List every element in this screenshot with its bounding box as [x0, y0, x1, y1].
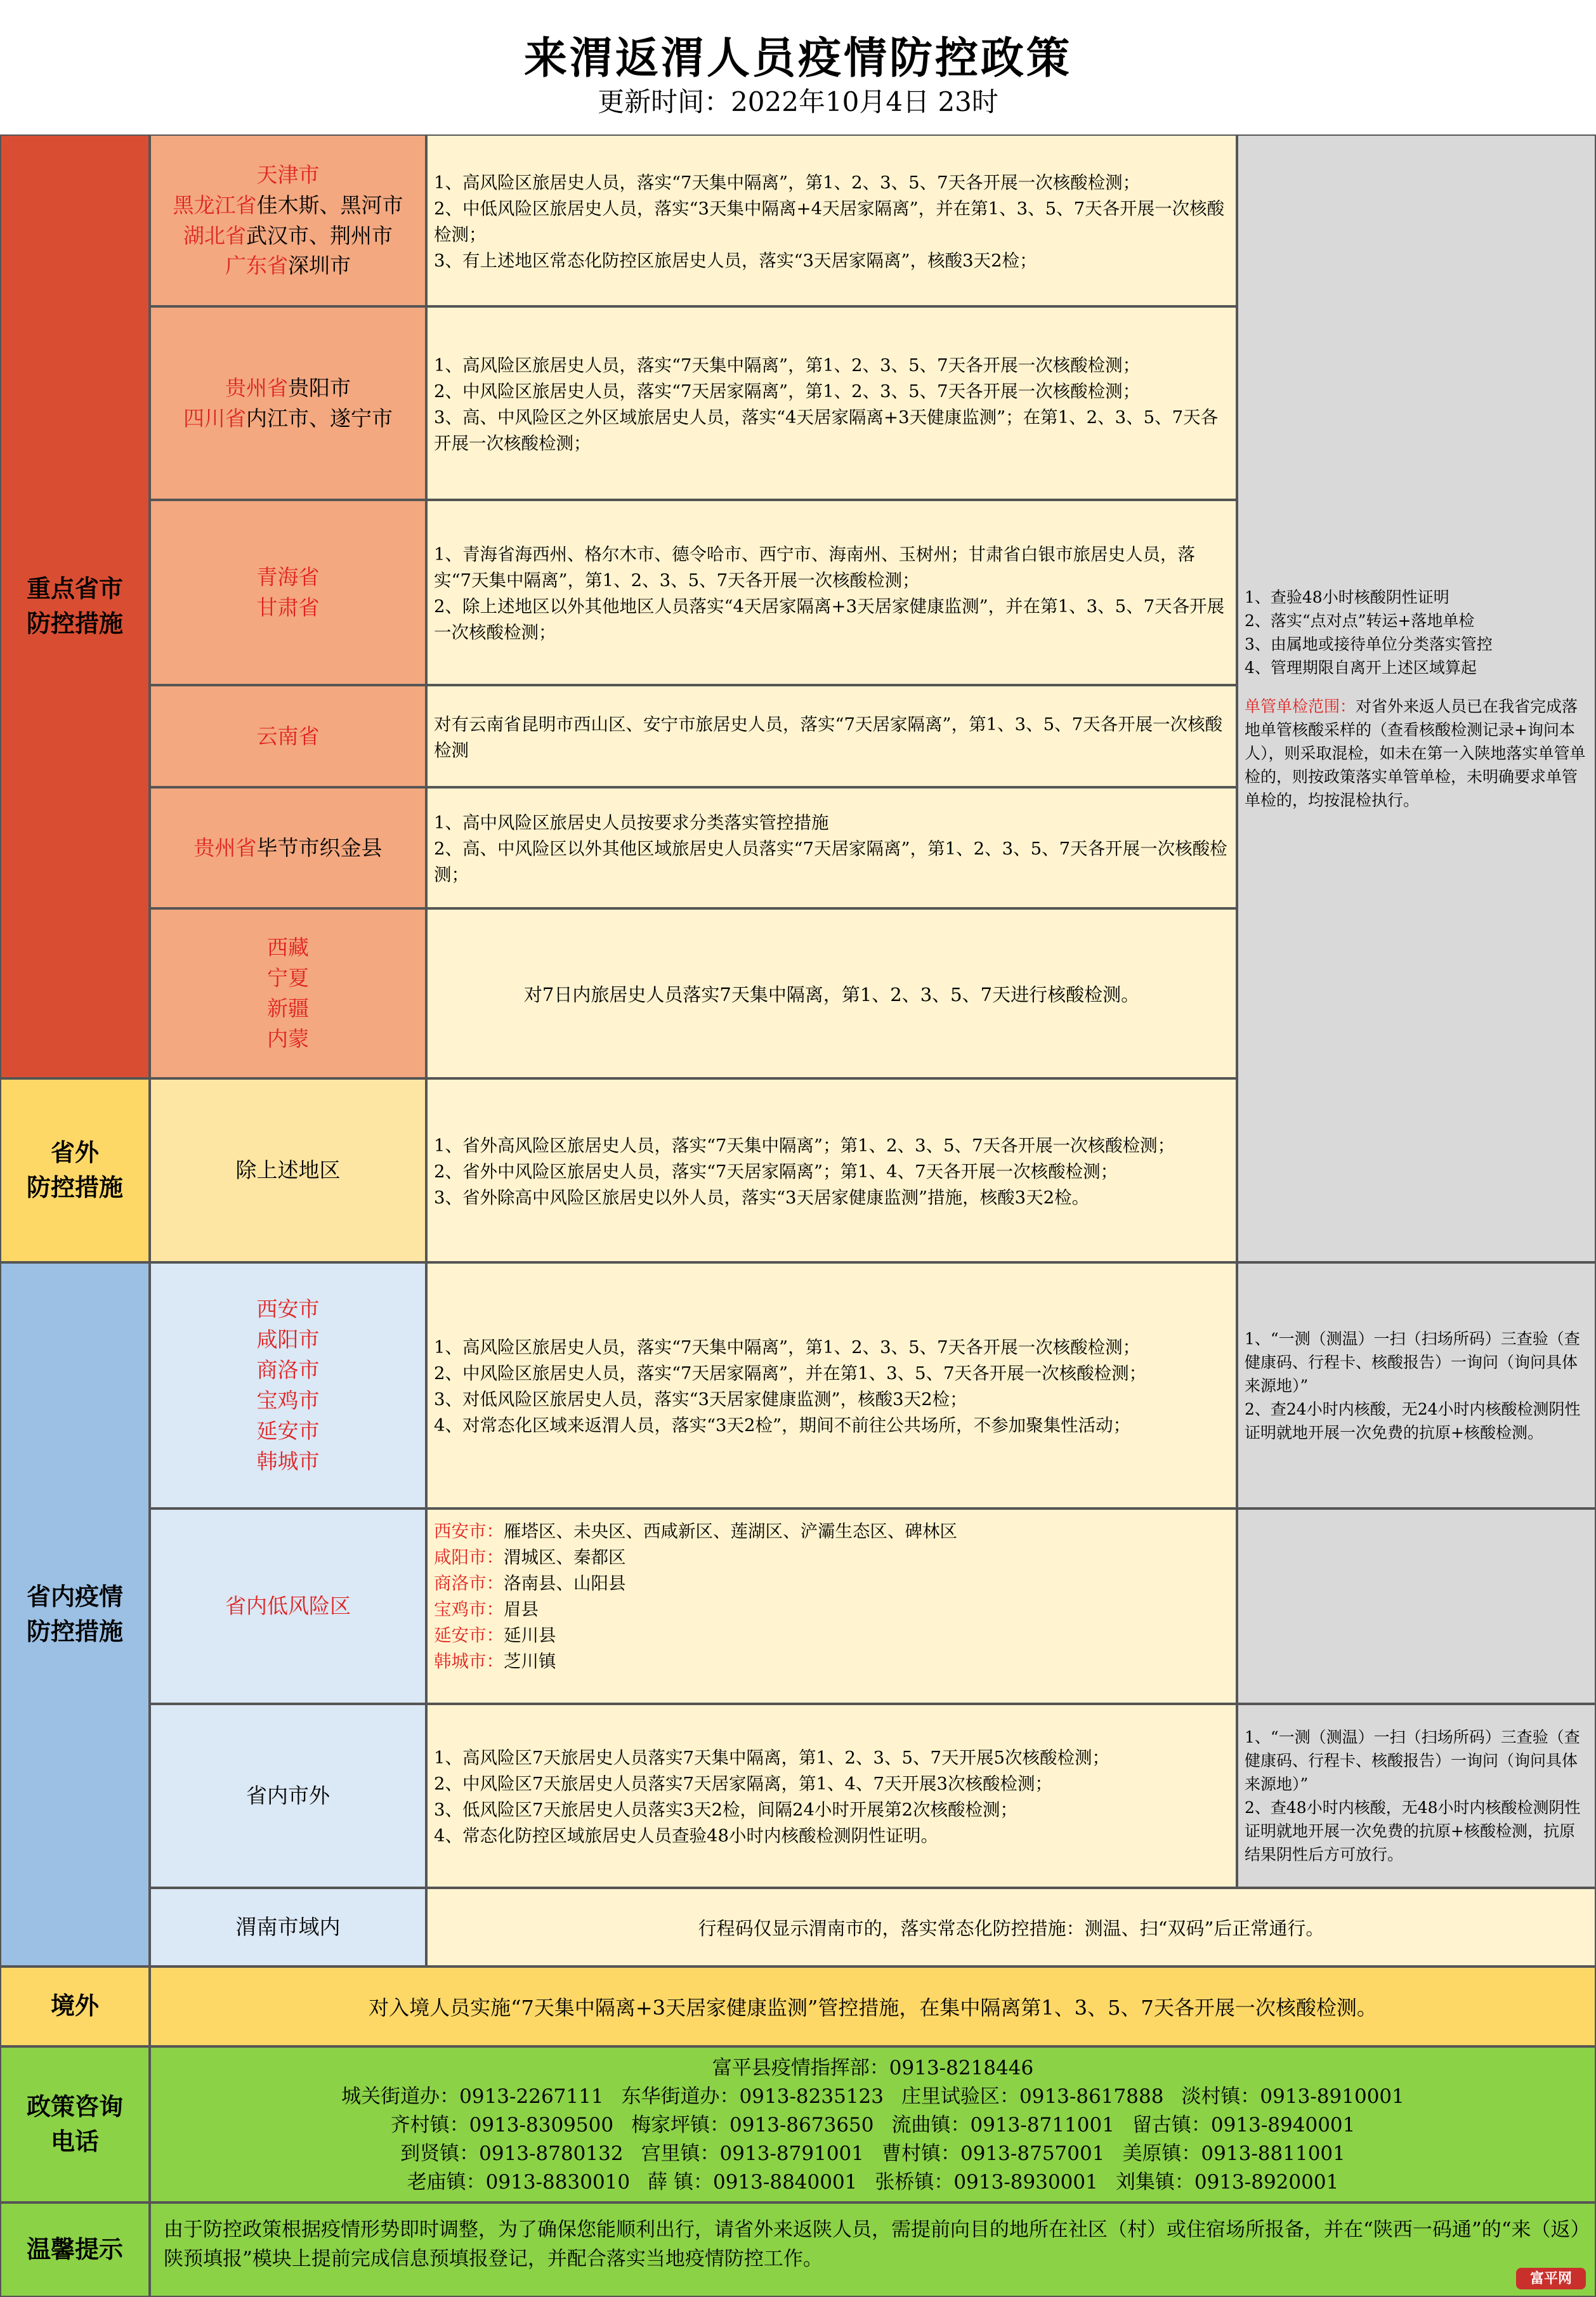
- inside-cities-policy-item: 4、对常态化区域来返渭人员，落实“3天2检”，期间不前往公共场所，不参加聚集性活动；: [434, 1415, 1131, 1436]
- contact-row: [151, 2111, 1595, 2140]
- outside-region-label: 除上述地区: [235, 1158, 341, 1183]
- key-region-line: [267, 993, 309, 1024]
- low-risk-region: [150, 1508, 426, 1704]
- low-risk-region-label: 省内低风险区: [225, 1594, 351, 1619]
- low-risk-area: [434, 1519, 957, 1545]
- page-title: 来渭返渭人员疫情防控政策: [523, 34, 1072, 84]
- key-note-text: 对省外来返人员已在我省完成落地单管核酸采样的（查看核酸检测记录+询问本人），则采取混检，如未在第一入陕地落实单管单检的，则按政策落实单管单检，未明确要求单管单检的，均按混检执行。: [1245, 697, 1586, 809]
- key-region-part: 四川省: [183, 405, 246, 431]
- low-risk-city: 延安市：: [434, 1625, 504, 1646]
- inside-cities-policy: [426, 1262, 1237, 1508]
- key-region-line: [194, 833, 383, 863]
- low-risk-city: 商洛市：: [434, 1573, 504, 1594]
- inside-cities-policy-item: 1、高风险区旅居史人员，落实“7天集中隔离”，第1、2、3、5、7天各开展一次核酸检测；: [434, 1337, 1141, 1358]
- contact-entry: 美原镇：0913-8811001: [1122, 2142, 1345, 2165]
- key-region-0: [150, 134, 426, 306]
- outside-city-region-label: 省内市外: [246, 1783, 330, 1809]
- key-policy-item: 2、除上述地区以外其他地区人员落实“4天居家隔离+3天居家健康监测”，并在第1、3、5、7天各开展一次核酸检测；: [434, 596, 1225, 643]
- inside-cities-policy-item: 2、中风险区旅居史人员，落实“7天居家隔离”，并在第1、3、5、7天各开展一次核酸检测；: [434, 1363, 1147, 1384]
- outside-city-note-item: 1、“一测（测温）一扫（扫场所码）三查验（查健康码、行程卡、核酸报告）一询问（询问具体来源地）”: [1245, 1728, 1580, 1793]
- key-note-item: 2、落实“点对点”转运+落地单检: [1245, 611, 1475, 630]
- contact-entry: 宫里镇：0913-8791001: [641, 2142, 864, 2165]
- contact-entry: 留古镇：0913-8940001: [1132, 2114, 1356, 2137]
- key-note-item: 4、管理期限自离开上述区域算起: [1245, 658, 1477, 677]
- key-region-part: 宁夏: [267, 965, 309, 991]
- key-note: [1237, 134, 1596, 1262]
- key-region-part: 黑龙江省: [173, 192, 257, 218]
- low-risk-city: 咸阳市：: [434, 1547, 504, 1567]
- key-region-part: 湖北省: [183, 223, 246, 248]
- contact-row: [151, 2140, 1595, 2168]
- low-risk-districts: 雁塔区、未央区、西咸新区、莲湖区、浐灞生态区、碑林区: [504, 1521, 957, 1541]
- contact-entry: 淡村镇：0913-8910001: [1181, 2085, 1404, 2108]
- key-region-part: 佳木斯、黑河市: [256, 192, 403, 218]
- key-policy-4: [426, 787, 1237, 908]
- outside-policy: [426, 1078, 1237, 1262]
- key-policy-0: [426, 134, 1237, 306]
- low-risk-districts: 渭城区、秦都区: [504, 1547, 626, 1567]
- contact-entry: 庄里试验区：0913-8617888: [901, 2085, 1164, 2108]
- key-region-line: [257, 721, 320, 752]
- inside-city-name: 咸阳市: [256, 1327, 320, 1352]
- key-region-part: 西藏: [267, 935, 309, 960]
- inside-cities-note: [1237, 1262, 1596, 1508]
- in-city-region-label: 渭南市域内: [235, 1914, 341, 1940]
- key-region-part: 甘肃省: [256, 595, 320, 620]
- section-key-provinces-label: 重点省市 防控措施: [26, 574, 123, 638]
- section-tips-label: 温馨提示: [26, 2235, 123, 2263]
- key-region-part: 武汉市、荆州市: [246, 223, 393, 248]
- key-policy-item: 3、高、中风险区之外区域旅居史人员，落实“4天居家隔离+3天健康监测”；在第1、2、3、5、7天各开展一次核酸检测；: [434, 407, 1219, 454]
- contacts-head: 富平县疫情指挥部：0913-8218446: [712, 2057, 1034, 2079]
- low-risk-city: 韩城市：: [434, 1651, 504, 1672]
- watermark-text: 富平网: [1529, 2270, 1572, 2287]
- contact-entry: 曹村镇：0913-8757001: [882, 2142, 1105, 2165]
- low-risk-area: [434, 1545, 957, 1571]
- contact-row: [151, 2083, 1595, 2111]
- section-key-provinces: [0, 134, 150, 1078]
- section-consult: [0, 2046, 150, 2202]
- key-region-line: [267, 933, 309, 963]
- section-outside-province: [0, 1078, 150, 1262]
- header: [0, 0, 1596, 134]
- key-region-lines: [173, 160, 403, 281]
- inside-cities-region: [150, 1262, 426, 1508]
- contact-entry: 刘集镇：0913-8920001: [1115, 2171, 1339, 2194]
- key-region-line: [173, 160, 403, 190]
- section-overseas: [0, 1967, 150, 2046]
- outside-city-policy-item: 3、低风险区7天旅居史人员落实3天2检，间隔24小时开展第2次核酸检测；: [434, 1800, 1017, 1820]
- key-policy-lines: [434, 353, 1229, 457]
- key-region-line: [173, 251, 403, 281]
- contacts: [150, 2046, 1596, 2202]
- key-policy-item: 对7日内旅居史人员落实7天集中隔离，第1、2、3、5、7天进行核酸检测。: [523, 983, 1140, 1005]
- outside-city-note: [1237, 1704, 1596, 1888]
- key-policy-item: 1、青海省海西州、格尔木市、德令哈市、西宁市、海南州、玉树州；甘肃省白银市旅居史人员，落实“7天集中隔离”，第1、2、3、5、7天各开展一次核酸检测；: [434, 544, 1195, 591]
- low-risk-areas: [426, 1508, 1237, 1704]
- inside-city-name: 商洛市: [256, 1358, 320, 1383]
- section-outside-province-label: 省外 防控措施: [26, 1138, 123, 1201]
- key-policy-item: 1、高风险区旅居史人员，落实“7天集中隔离”，第1、2、3、5、7天各开展一次核酸检测；: [434, 172, 1141, 193]
- key-note-item: 3、由属地或接待单位分类落实管控: [1245, 634, 1493, 653]
- key-policy-1: [426, 306, 1237, 500]
- contact-entry: 张桥镇：0913-8930001: [875, 2171, 1098, 2194]
- outside-city-policy: [426, 1704, 1237, 1888]
- contact-entry: 到贤镇：0913-8780132: [400, 2142, 624, 2165]
- key-region-4: [150, 787, 426, 908]
- key-region-line: [267, 1024, 309, 1054]
- low-risk-districts: 芝川镇: [504, 1651, 556, 1672]
- key-region-line: [183, 403, 393, 434]
- outside-policy-item: 2、省外中风险区旅居史人员，落实“7天居家隔离”；第1、4、7天各开展一次核酸检测；: [434, 1161, 1118, 1182]
- inside-city-name: 延安市: [256, 1418, 320, 1443]
- key-region-lines: [183, 373, 393, 434]
- key-policy-lines: [434, 810, 1229, 888]
- section-inside-province-label: 省内疫情 防控措施: [26, 1582, 123, 1646]
- overseas-policy: [150, 1967, 1596, 2046]
- key-region-lines: [267, 933, 309, 1054]
- key-region-part: 毕节市织金县: [256, 835, 383, 860]
- key-region-line: [173, 221, 403, 251]
- key-region-part: 内蒙: [267, 1026, 309, 1051]
- contact-entry: 梅家坪镇：0913-8673650: [631, 2114, 874, 2137]
- key-policy-lines: [524, 982, 1139, 1008]
- key-region-part: 贵阳市: [288, 375, 351, 400]
- low-risk-districts: 延川县: [504, 1625, 556, 1646]
- key-region-1: [150, 306, 426, 500]
- outside-policy-item: 1、省外高风险区旅居史人员，落实“7天集中隔离”；第1、2、3、5、7天各开展一次核酸检测；: [434, 1135, 1175, 1156]
- in-city-policy: [426, 1888, 1596, 1967]
- inside-city-name: 西安市: [256, 1297, 320, 1322]
- inside-cities-note-item: 1、“一测（测温）一扫（扫场所码）三查验（查健康码、行程卡、核酸报告）一询问（询问具体来源地）”: [1245, 1329, 1580, 1395]
- key-policy-lines: [434, 170, 1229, 274]
- in-city-region: [150, 1888, 426, 1967]
- contact-entry: 齐村镇：0913-8309500: [390, 2114, 614, 2137]
- key-policy-5: [426, 908, 1237, 1078]
- key-policy-item: 2、中低风险区旅居史人员，落实“3天集中隔离+4天居家隔离”，并在第1、3、5、7天各开展一次核酸检测；: [434, 198, 1225, 245]
- key-region-line: [183, 373, 393, 403]
- low-risk-blank: [1237, 1508, 1596, 1704]
- section-tips: [0, 2202, 150, 2297]
- key-region-line: [257, 592, 320, 623]
- overseas-policy-text: 对入境人员实施“7天集中隔离+3天居家健康监测”管控措施，在集中隔离第1、3、5、7天各开展一次核酸检测。: [369, 1995, 1377, 2020]
- contact-entry: 城关街道办：0913-2267111: [341, 2085, 604, 2108]
- outside-policy-item: 3、省外除高中风险区旅居史以外人员，落实“3天居家健康监测”措施，核酸3天2检。: [434, 1187, 1090, 1208]
- key-policy-item: 1、高中风险区旅居史人员按要求分类落实管控措施: [434, 813, 829, 833]
- key-region-lines: [194, 833, 383, 863]
- contact-entry: 薛 镇：0913-8840001: [648, 2171, 858, 2194]
- contact-entry: 东华街道办：0913-8235123: [621, 2085, 884, 2108]
- inside-city-name: 韩城市: [256, 1448, 320, 1474]
- key-region-2: [150, 500, 426, 685]
- section-overseas-label: 境外: [50, 1992, 99, 2020]
- tips-text: 由于防控政策根据疫情形势即时调整，为了确保您能顺利出行，请省外来返陕人员，需提前向目的地所在社区（村）或住宿场所报备，并在“陕西一码通”的“来（返）陕预填报”模块上提前完成信息预填报登记，并配合落实当地疫情防控工作。: [164, 2218, 1581, 2270]
- outside-city-note-item: 2、查48小时内核酸，无48小时内核酸检测阴性证明就地开展一次免费的抗原+核酸检测，抗原结果阴性后方可放行。: [1245, 1798, 1581, 1864]
- outside-city-policy-item: 2、中风险区7天旅居史人员落实7天居家隔离，第1、4、7天开展3次核酸检测；: [434, 1774, 1052, 1794]
- key-region-5: [150, 908, 426, 1078]
- key-policy-2: [426, 500, 1237, 685]
- key-region-part: 内江市、遂宁市: [246, 405, 393, 431]
- key-region-lines: [257, 562, 320, 623]
- key-region-line: [257, 562, 320, 592]
- inside-city-name: 宝鸡市: [256, 1388, 320, 1413]
- key-policy-item: 2、高、中风险区以外其他区域旅居史人员落实“7天居家隔离”，第1、2、3、5、7天各开展一次核酸检测；: [434, 839, 1227, 885]
- in-city-policy-text: 行程码仅显示渭南市的，落实常态化防控措施：测温、扫“双码”后正常通行。: [698, 1917, 1325, 1939]
- update-time: 更新时间：2022年10月4日 23时: [598, 86, 998, 117]
- contact-entry: 流曲镇：0913-8711001: [891, 2114, 1115, 2137]
- key-region-part: 青海省: [256, 565, 320, 590]
- watermark-logo: [1516, 2268, 1586, 2289]
- low-risk-area: [434, 1597, 957, 1623]
- key-note-highlight: 单管单检范围：: [1245, 697, 1356, 716]
- outside-city-region: [150, 1704, 426, 1888]
- key-region-part: 贵州省: [193, 835, 257, 860]
- tips: [150, 2202, 1596, 2297]
- outside-city-policy-item: 1、高风险区7天旅居史人员落实7天集中隔离，第1、2、3、5、7天开展5次核酸检测；: [434, 1748, 1109, 1768]
- key-region-part: 深圳市: [288, 253, 351, 278]
- low-risk-districts: 眉县: [504, 1599, 539, 1620]
- low-risk-area: [434, 1571, 957, 1597]
- key-region-line: [173, 190, 403, 221]
- key-region-3: [150, 685, 426, 787]
- key-policy-item: 3、有上述地区常态化防控区旅居史人员，落实“3天居家隔离”，核酸3天2检；: [434, 250, 1037, 271]
- section-consult-label: 政策咨询 电话: [26, 2092, 123, 2156]
- key-note-items: [1245, 586, 1588, 679]
- low-risk-districts: 洛南县、山阳县: [504, 1573, 626, 1594]
- low-risk-city: 宝鸡市：: [434, 1599, 504, 1620]
- key-note-item: 1、查验48小时核酸阴性证明: [1245, 587, 1449, 606]
- key-region-part: 广东省: [225, 253, 288, 278]
- contact-entry: 老庙镇：0913-8830010: [407, 2171, 631, 2194]
- low-risk-area: [434, 1623, 957, 1649]
- inside-cities-note-item: 2、查24小时内核酸，无24小时内核酸检测阴性证明就地开展一次免费的抗原+核酸检测。: [1245, 1399, 1581, 1442]
- key-policy-item: 1、高风险区旅居史人员，落实“7天集中隔离”，第1、2、3、5、7天各开展一次核酸检测；: [434, 355, 1141, 376]
- key-policy-item: 2、中风险区旅居史人员，落实“7天居家隔离”，第1、2、3、5、7天各开展一次核酸检测；: [434, 381, 1141, 402]
- key-policy-3: [426, 685, 1237, 787]
- section-inside-province: [0, 1262, 150, 1967]
- outside-region: [150, 1078, 426, 1262]
- key-region-lines: [257, 721, 320, 752]
- inside-cities-policy-item: 3、对低风险区旅居史人员，落实“3天居家健康监测”，核酸3天2检；: [434, 1389, 967, 1410]
- key-policy-item: 对有云南省昆明市西山区、安宁市旅居史人员，落实“7天居家隔离”，第1、3、5、7天各开展一次核酸检测: [434, 714, 1223, 761]
- key-region-part: 天津市: [256, 162, 320, 187]
- key-region-line: [267, 963, 309, 993]
- key-region-part: 新疆: [267, 996, 309, 1021]
- key-region-part: 贵州省: [225, 375, 288, 400]
- key-policy-lines: [434, 712, 1229, 764]
- outside-city-policy-item: 4、常态化防控区域旅居史人员查验48小时内核酸检测阴性证明。: [434, 1826, 938, 1846]
- contact-row: [151, 2168, 1595, 2197]
- low-risk-city: 西安市：: [434, 1521, 504, 1541]
- key-region-part: 云南省: [256, 723, 320, 749]
- key-policy-lines: [434, 542, 1229, 646]
- low-risk-area: [434, 1649, 957, 1675]
